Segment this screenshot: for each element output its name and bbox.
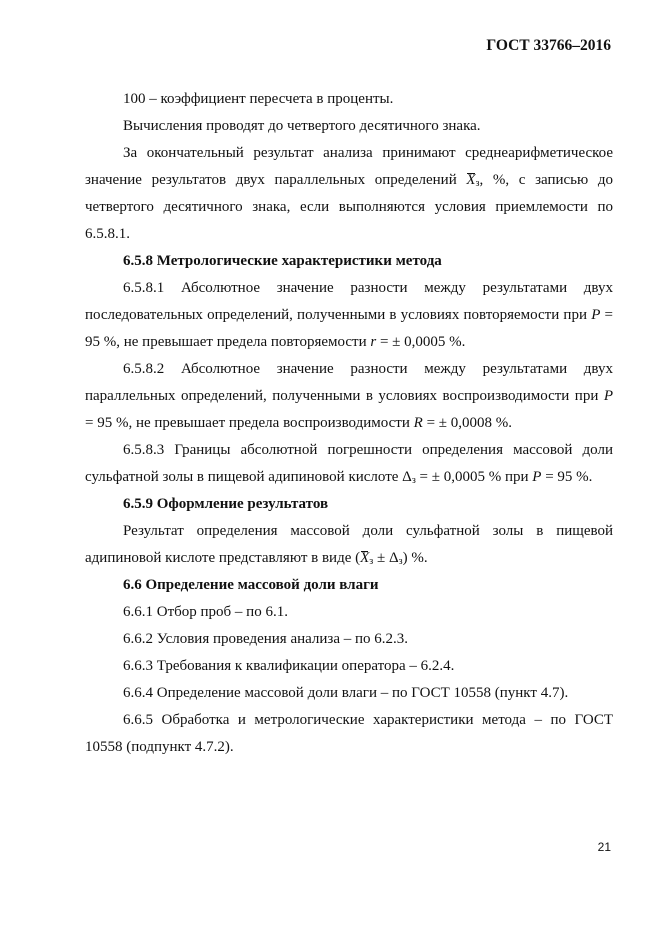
paragraph-6-6-5: 6.6.5 Обработка и метрологические характеристики метода – по ГОСТ 10558 (подпункт 4.7.2). xyxy=(85,712,613,755)
section-heading-6-5-8: 6.5.8 Метрологические характеристики метода xyxy=(123,253,442,269)
paragraph-coefficient: 100 – коэффициент пересчета в проценты. xyxy=(123,91,394,107)
symbol-p: P xyxy=(532,469,542,485)
document-body xyxy=(85,86,613,761)
paragraph-6-6-1: 6.6.1 Отбор проб – по 6.1. xyxy=(123,604,288,620)
page-number: 21 xyxy=(597,840,611,854)
mean-x-symbol: X xyxy=(360,550,370,566)
section-heading-6-6: 6.6 Определение массовой доли влаги xyxy=(123,577,379,593)
document-id-header: ГОСТ 33766–2016 xyxy=(486,37,611,54)
mean-x-symbol: X xyxy=(466,172,476,188)
symbol-p: P xyxy=(603,388,613,404)
paragraph-6-6-4: 6.6.4 Определение массовой доли влаги – по ГОСТ 10558 (пункт 4.7). xyxy=(123,685,569,701)
paragraph-6-6-2: 6.6.2 Условия проведения анализа – по 6.2.3. xyxy=(123,631,409,647)
paragraph-6-5-8-2: 6.5.8.2 Абсолютное значение разности между результатами двух параллельных определений, полученными в условиях воспроизводимости при P = 95 %, не превышает предела воспроизводимости R = ± 0,0008 %. xyxy=(85,361,613,431)
symbol-r: r xyxy=(370,334,377,350)
paragraph-6-5-8-3: 6.5.8.3 Границы абсолютной погрешности определения массовой доли сульфатной золы в пищевой адипиновой кислоте $\Delta_з$ = ± 0,0005 % при P = 95 %. xyxy=(85,442,613,486)
paragraph-final-result: За окончательный результат анализа принимают среднеарифметическое значение результатов двух параллельных определений $X_з$, %, с записью до четвертого десятичного знака, если выполняются условия приемлемости по 6.5.8.1. xyxy=(85,145,613,242)
paragraph-6-6-3: 6.6.3 Требования к квалификации оператора – 6.2.4. xyxy=(123,658,455,674)
paragraph-calculation-precision: Вычисления проводят до четвертого десятичного знака. xyxy=(123,118,481,134)
delta-symbol: Δ xyxy=(402,469,412,485)
section-heading-6-5-9: 6.5.9 Оформление результатов xyxy=(123,496,329,512)
delta-symbol: Δ xyxy=(388,550,399,566)
paragraph-result-format: Результат определения массовой доли сульфатной золы в пищевой адипиновой кислоте представляют в виде $(X_з \pm \Delta_з)$ %. xyxy=(85,523,613,567)
paragraph-6-5-8-1: 6.5.8.1 Абсолютное значение разности между результатами двух последовательных определений, полученными в условиях повторяемости при P = 95 %, не превышает предела повторяемости r = ± 0,0005 %. xyxy=(85,280,614,350)
symbol-p: P xyxy=(591,307,601,323)
symbol-big-r: R xyxy=(413,415,423,431)
